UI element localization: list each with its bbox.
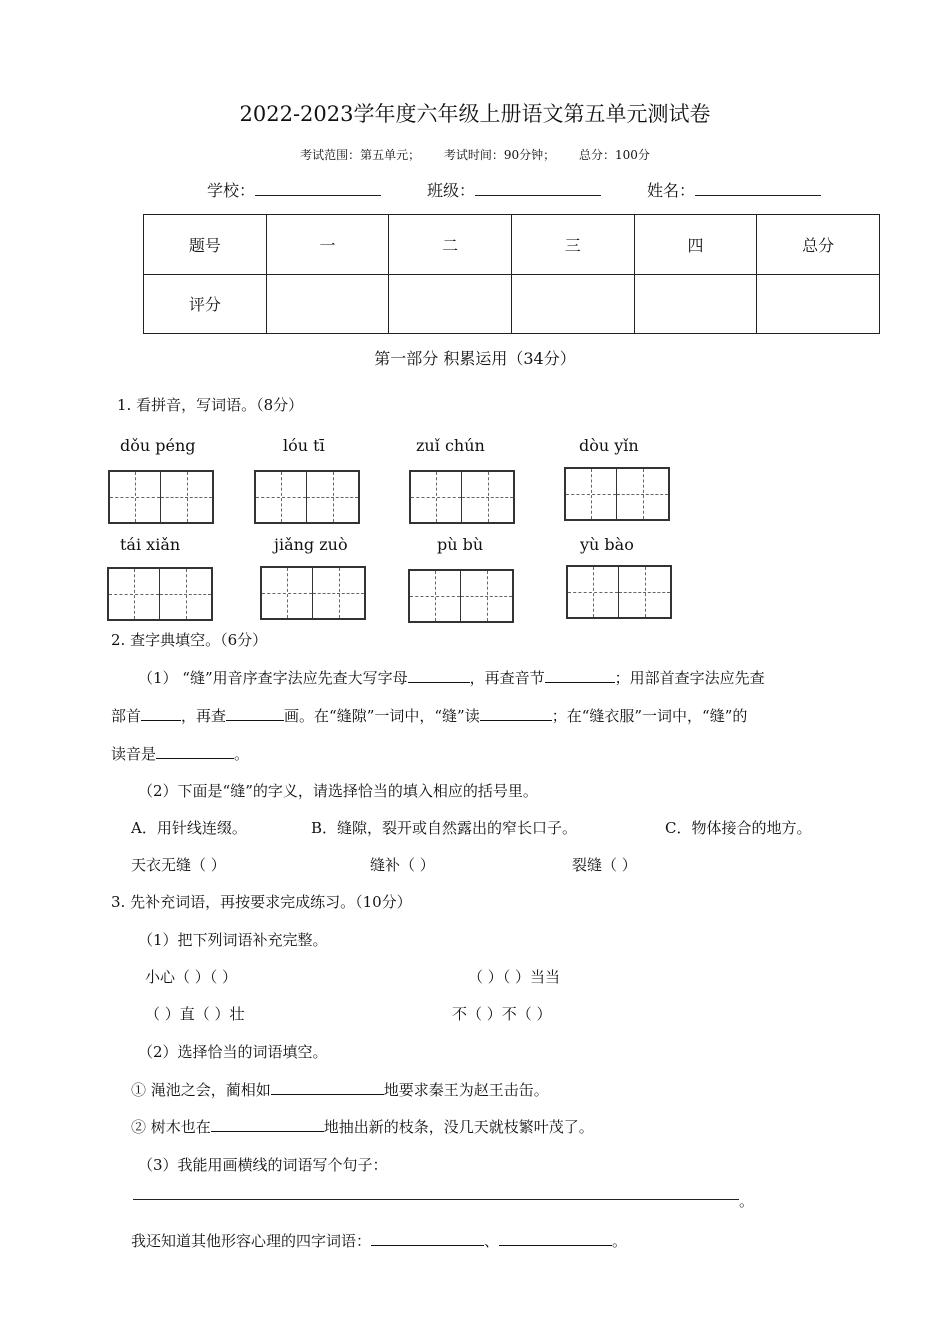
pinyin-label: tái xiǎn [120, 535, 181, 554]
exam-time: 考试时间：90分钟； [443, 148, 556, 162]
writing-grid[interactable] [260, 566, 366, 620]
pinyin-label: yù bào [580, 535, 634, 554]
answer-blank[interactable] [156, 744, 234, 759]
name-label: 姓名： [647, 181, 696, 200]
q3-part2: （2）选择恰当的词语填空。 [138, 1043, 328, 1061]
q3-sentence-1 [131, 1079, 549, 1100]
q2-text: 部首 [111, 707, 142, 725]
writing-grid[interactable] [409, 470, 515, 524]
pinyin-label: dòu yǐn [579, 436, 639, 455]
answer-blank[interactable] [499, 1231, 612, 1246]
pinyin-label: jiǎng zuò [274, 535, 348, 554]
writing-grid[interactable] [566, 565, 672, 619]
option-a: A．用针线连缀。 [131, 819, 247, 837]
score-table-header-row [144, 215, 880, 275]
score-cell[interactable] [634, 274, 757, 334]
q2-part2: （2）下面是“缝”的字义，请选择恰当的填入相应的括号里。 [138, 782, 538, 800]
q3-part1: （1）把下列词语补充完整。 [138, 931, 328, 949]
fill-item[interactable]: 缝补（ ） [370, 856, 435, 874]
name-field [647, 178, 821, 201]
pinyin-label: pù bù [437, 535, 484, 554]
answer-blank[interactable] [271, 1080, 384, 1095]
name-blank[interactable] [695, 181, 821, 196]
section-title: 第一部分 积累运用（34分） [374, 349, 576, 368]
q2-text: 画。在“缝隙”一词中，“缝”读 [284, 707, 480, 725]
option-b: B．缝隙，裂开或自然露出的窄长口子。 [311, 819, 578, 837]
class-label: 班级： [427, 181, 476, 200]
q2-part1-line2 [111, 705, 747, 726]
q2-text: ，再查音节 [469, 669, 545, 687]
q3-text: 。 [612, 1232, 628, 1250]
class-field [427, 178, 601, 201]
word-fill[interactable]: （ ）（ ）当当 [468, 968, 561, 986]
exam-scope: 考试范围：第五单元； [300, 148, 421, 162]
sentence-answer-line[interactable] [133, 1198, 739, 1200]
score-header-cell: 三 [511, 215, 634, 275]
writing-grid[interactable] [564, 467, 670, 521]
q3-text: ② 树木也在 [131, 1118, 211, 1136]
end-period: 。 [739, 1192, 755, 1210]
score-row-label: 评分 [144, 274, 267, 334]
writing-grid[interactable] [408, 569, 514, 623]
score-cell[interactable] [757, 274, 880, 334]
score-header-cell: 二 [389, 215, 512, 275]
score-header-cell: 题号 [144, 215, 267, 275]
q2-part1-line1 [138, 667, 765, 688]
q3-stem: 3. 先补充词语，再按要求完成练习。（10分） [111, 893, 412, 911]
answer-blank[interactable] [371, 1231, 484, 1246]
fill-item[interactable]: 天衣无缝（ ） [131, 856, 226, 874]
word-fill[interactable]: 小心（ ）（ ） [145, 968, 238, 986]
q2-text: ；用部首查字法应先查 [614, 669, 765, 687]
writing-grid[interactable] [108, 470, 214, 524]
score-header-cell: 四 [634, 215, 757, 275]
class-blank[interactable] [475, 181, 601, 196]
score-table [143, 214, 880, 334]
q3-sentence-2 [131, 1116, 594, 1137]
answer-blank[interactable] [141, 706, 181, 721]
q3-text: ① 渑池之会，蔺相如 [131, 1081, 271, 1099]
exam-info [0, 146, 950, 163]
score-header-cell: 总分 [757, 215, 880, 275]
score-table-score-row [144, 274, 880, 334]
q2-text: ；在“缝衣服”一词中，“缝”的 [551, 707, 748, 725]
q3-last-line [131, 1230, 627, 1251]
answer-blank[interactable] [408, 668, 470, 683]
writing-grid[interactable] [107, 567, 213, 621]
q2-stem: 2. 查字典填空。（6分） [111, 631, 268, 649]
word-fill[interactable]: （ ）直（ ）壮 [145, 1005, 245, 1023]
q3-part3: （3）我能用画横线的词语写个句子： [138, 1156, 388, 1174]
q3-text: 我还知道其他形容心理的四字词语： [131, 1232, 372, 1250]
q2-text: ，再查 [181, 707, 227, 725]
score-header-cell: 一 [266, 215, 389, 275]
q1-stem: 1. 看拼音，写词语。（8分） [117, 396, 304, 414]
score-cell[interactable] [389, 274, 512, 334]
answer-blank[interactable] [211, 1117, 324, 1132]
q2-part1-line3 [111, 743, 249, 764]
exam-total: 总分：100分 [579, 148, 650, 162]
score-cell[interactable] [511, 274, 634, 334]
school-field [207, 178, 381, 201]
pinyin-label: dǒu péng [120, 436, 196, 455]
option-c: C．物体接合的地方。 [665, 819, 812, 837]
q3-text: 地抽出新的枝条，没几天就枝繁叶茂了。 [323, 1118, 594, 1136]
answer-blank[interactable] [545, 668, 615, 683]
q3-text: 地要求秦王为赵王击缶。 [383, 1081, 549, 1099]
word-fill[interactable]: 不（ ）不（ ） [452, 1005, 552, 1023]
school-blank[interactable] [255, 181, 381, 196]
score-cell[interactable] [266, 274, 389, 334]
answer-blank[interactable] [226, 706, 284, 721]
writing-grid[interactable] [254, 470, 360, 524]
q2-text: （1） “缝”用音序查字法应先查大写字母 [138, 669, 408, 687]
pinyin-label: lóu tī [283, 436, 325, 455]
school-label: 学校： [207, 181, 256, 200]
page-title: 2022-2023学年度六年级上册语文第五单元测试卷 [239, 102, 711, 126]
q2-text: 。 [234, 745, 250, 763]
fill-item[interactable]: 裂缝（ ） [572, 856, 637, 874]
q2-text: 读音是 [111, 745, 157, 763]
answer-blank[interactable] [480, 706, 552, 721]
q3-text: 、 [484, 1232, 500, 1250]
pinyin-label: zuǐ chún [416, 436, 485, 455]
